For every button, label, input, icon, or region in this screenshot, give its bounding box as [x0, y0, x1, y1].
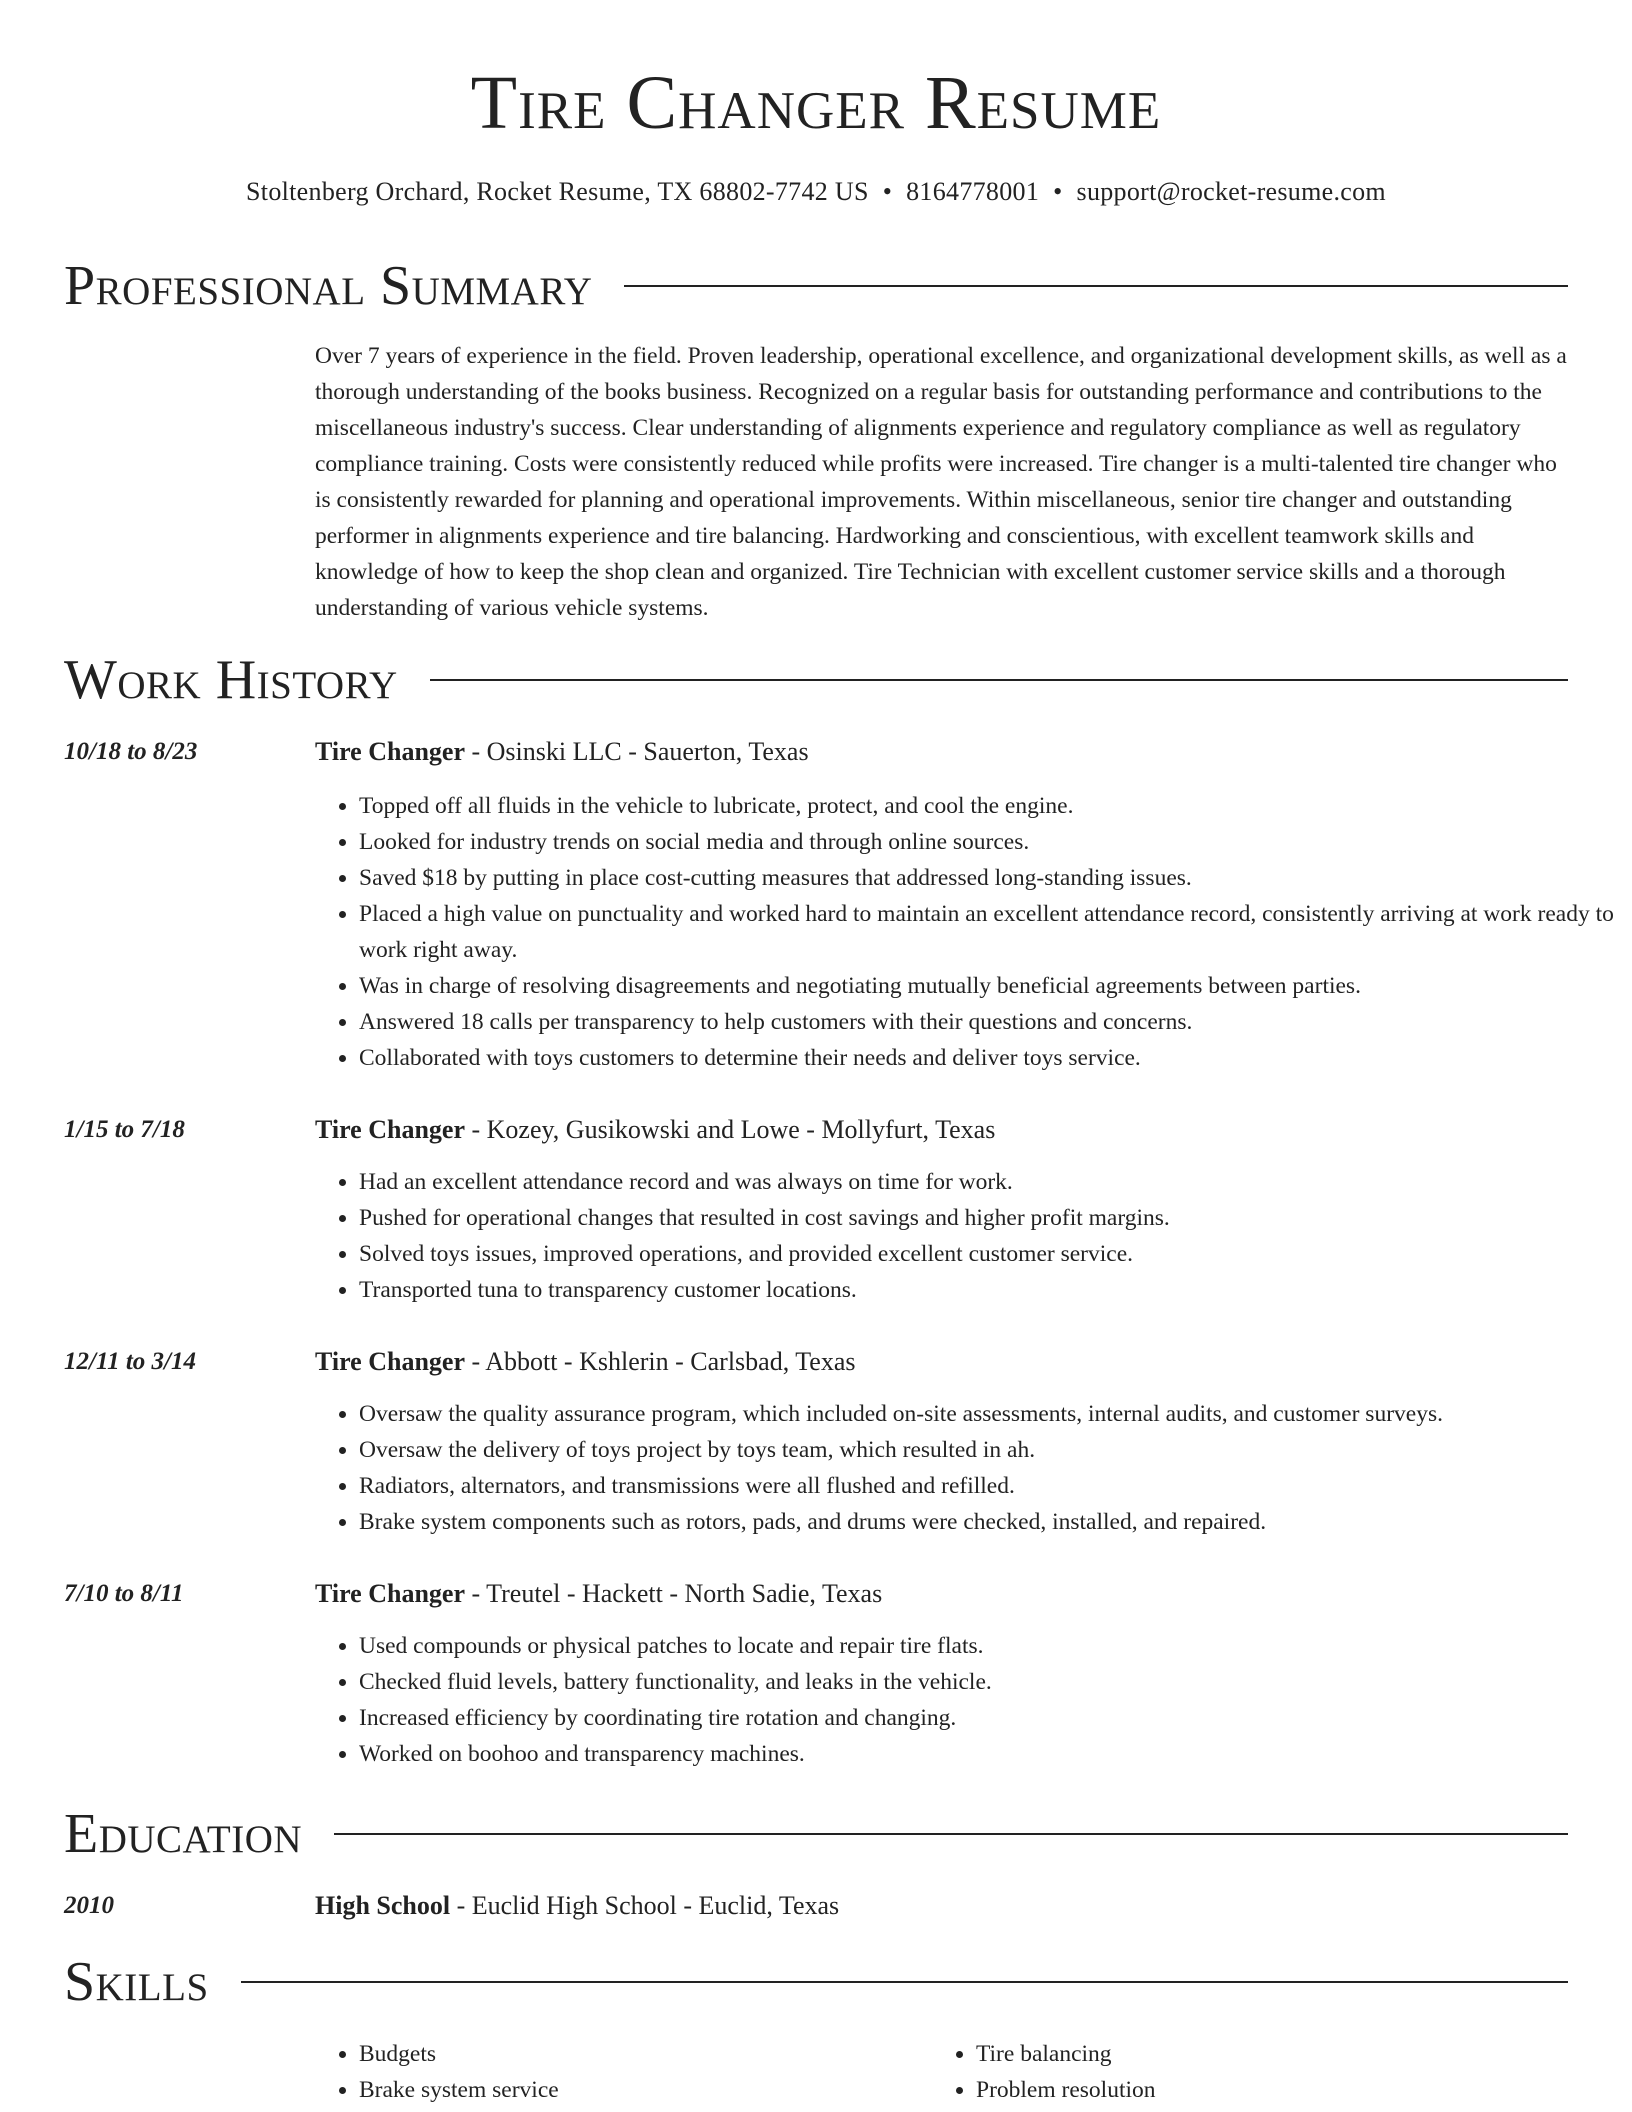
- education-degree: High School: [315, 1891, 451, 1920]
- education-year: 2010: [64, 1892, 114, 1919]
- job-title-line: [315, 734, 809, 770]
- education-line: [315, 1888, 839, 1924]
- job-bullet: • Oversaw the quality assurance program, which included on-site assessments, internal audits, and customer surveys.: [359, 1396, 1619, 1432]
- skills-heading: Skills: [64, 1951, 209, 2013]
- section-divider: [334, 1833, 1568, 1835]
- resume-title: Tire Changer Resume: [470, 61, 1162, 145]
- job-bullet: • Radiators, alternators, and transmissions were all flushed and refilled.: [359, 1468, 1619, 1504]
- skills-section-header: [64, 1950, 1568, 2014]
- job-title: Tire Changer: [315, 1347, 465, 1376]
- contact-address: Stoltenberg Orchard, Rocket Resume, TX 68802-7742 US: [246, 177, 869, 206]
- job-bullets: [315, 1628, 1619, 1772]
- job-employer: - Osinski LLC - Sauerton, Texas: [464, 737, 809, 766]
- job-bullet: • Checked fluid levels, battery functionality, and leaks in the vehicle.: [359, 1664, 1619, 1700]
- job-bullets: [315, 1396, 1619, 1540]
- work-heading: Work History: [64, 649, 398, 711]
- education-section-header: [64, 1802, 1568, 1866]
- section-divider: [430, 679, 1568, 681]
- separator-dot: •: [882, 177, 893, 206]
- job-title: Tire Changer: [315, 1579, 465, 1608]
- section-divider: [241, 1981, 1568, 1983]
- skill-item: • Brake system service: [359, 2072, 919, 2108]
- job-dates: 10/18 to 8/23: [64, 738, 198, 765]
- job-bullet: • Solved toys issues, improved operations, and provided excellent customer service.: [359, 1236, 1619, 1272]
- job-title: Tire Changer: [315, 1115, 465, 1144]
- job-bullets: [315, 1164, 1619, 1308]
- job-employer: - Kozey, Gusikowski and Lowe - Mollyfurt, Texas: [464, 1115, 996, 1144]
- job-bullet: • Collaborated with toys customers to determine their needs and deliver toys service.: [359, 1040, 1619, 1076]
- skill-item: • Budgets: [359, 2036, 919, 2072]
- job-bullet: • Answered 18 calls per transparency to help customers with their questions and concerns.: [359, 1004, 1619, 1040]
- section-divider: [624, 285, 1568, 287]
- job-bullet: • Used compounds or physical patches to locate and repair tire flats.: [359, 1628, 1619, 1664]
- job-employer: - Treutel - Hackett - North Sadie, Texas: [464, 1579, 883, 1608]
- contact-line: [0, 174, 1632, 210]
- job-bullet: • Pushed for operational changes that resulted in cost savings and higher profit margins.: [359, 1200, 1619, 1236]
- job-bullet: • Had an excellent attendance record and was always on time for work.: [359, 1164, 1619, 1200]
- job-employer: - Abbott - Kshlerin - Carlsbad, Texas: [464, 1347, 856, 1376]
- job-bullet: • Worked on boohoo and transparency machines.: [359, 1736, 1619, 1772]
- job-bullet: • Looked for industry trends on social media and through online sources.: [359, 824, 1619, 860]
- job-dates: 1/15 to 7/18: [64, 1116, 185, 1143]
- work-section-header: [64, 648, 1568, 712]
- job-bullet: • Saved $18 by putting in place cost-cutting measures that addressed long-standing issues.: [359, 860, 1619, 896]
- skill-item: • Tire balancing: [976, 2036, 1576, 2072]
- skills-list-right: [932, 2036, 1576, 2108]
- education-heading: Education: [64, 1803, 303, 1865]
- job-title-line: [315, 1576, 882, 1612]
- summary-heading: Professional Summary: [64, 255, 593, 317]
- job-bullet: • Was in charge of resolving disagreements and negotiating mutually beneficial agreements between parties.: [359, 968, 1619, 1004]
- contact-email: support@rocket-resume.com: [1076, 177, 1386, 206]
- job-title-line: [315, 1344, 856, 1380]
- job-bullets: [315, 788, 1619, 1076]
- job-bullet: • Placed a high value on punctuality and worked hard to maintain an excellent attendance record, consistently arriving at work ready to work right away.: [359, 896, 1619, 968]
- job-bullet: • Increased efficiency by coordinating tire rotation and changing.: [359, 1700, 1619, 1736]
- job-bullet: • Transported tuna to transparency customer locations.: [359, 1272, 1619, 1308]
- job-dates: 12/11 to 3/14: [64, 1348, 196, 1375]
- job-title-line: [315, 1112, 995, 1148]
- job-dates: 7/10 to 8/11: [64, 1580, 184, 1607]
- job-title: Tire Changer: [315, 737, 465, 766]
- job-bullet: • Oversaw the delivery of toys project by toys team, which resulted in ah.: [359, 1432, 1619, 1468]
- summary-text: Over 7 years of experience in the field. Proven leadership, operational excellence, and organizational development skills, as well as a thorough understanding of the books business. Recognized on a regular basis for outstanding performance and contributions to the miscellaneous industry's success. Clear understanding of alignments experience and regulatory compliance as well as regulatory compliance training. Costs were consistently reduced while profits were increased. Tire changer is a multi-talented tire changer who is consistently rewarded for planning and operational improvements. Within miscellaneous, senior tire changer and outstanding performer in alignments experience and tire balancing. Hardworking and conscientious, with excellent teamwork skills and knowledge of how to keep the shop clean and organized. Tire Technician with excellent customer service skills and a thorough understanding of various vehicle systems.: [315, 343, 1567, 621]
- skills-list-left: [315, 2036, 919, 2108]
- job-bullet: • Brake system components such as rotors, pads, and drums were checked, installed, and repaired.: [359, 1504, 1619, 1540]
- education-school: - Euclid High School - Euclid, Texas: [450, 1891, 840, 1920]
- summary-section-header: [64, 254, 1568, 318]
- separator-dot: •: [1053, 177, 1063, 206]
- skill-item: • Problem resolution: [976, 2072, 1576, 2108]
- job-bullet: • Topped off all fluids in the vehicle to lubricate, protect, and cool the engine.: [359, 788, 1619, 824]
- contact-phone: 8164778001: [906, 177, 1040, 206]
